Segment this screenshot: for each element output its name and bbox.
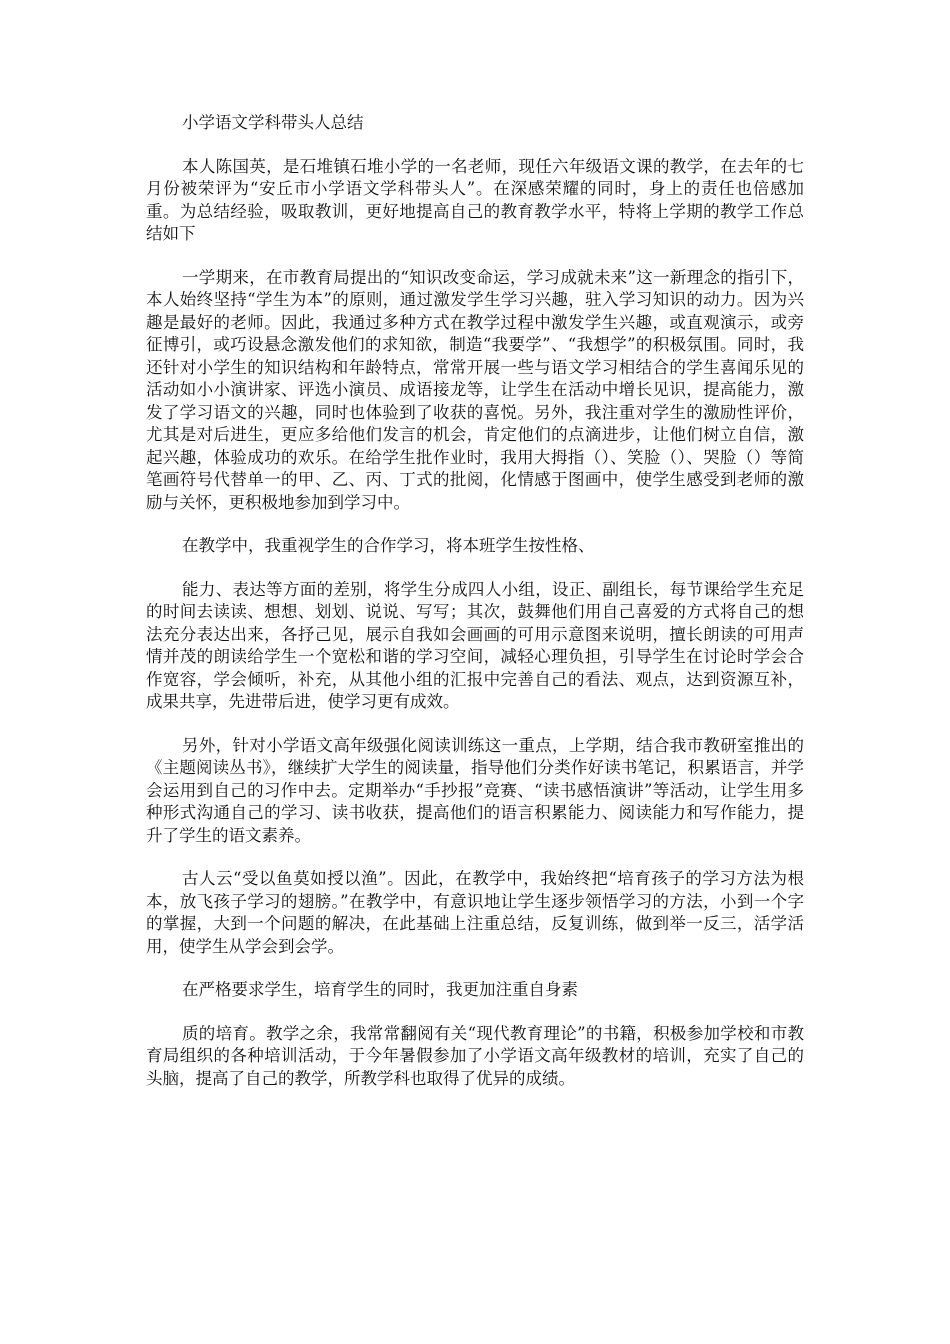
paragraph-cooperation: 能力、表达等方面的差别，将学生分成四人小组，设正、副组长，每节课给学生充足的时间去读读、想想、划划、说说、写写；其次，鼓舞他们用自己喜爱的方式将自己的想法充分表达出来，各抒己见，展示自我如会画画的可用示意图来说明，擅长朗读的可用声情并茂的朗读给学生一个宽松和谐的学习空间，减轻心理负担，引导学生在讨论时学会合作宽容，学会倾听，补充，从其他小组的汇报中完善自己的看法、观点，达到资源互补，成果共享，先进带后进，使学习更有成效。 [146,579,804,711]
document-title: 小学语文学科带头人总结 [182,113,364,132]
paragraph-interest: 一学期来，在市教育局提出的“知识改变命运，学习成就未来”这一新理念的指引下，本人始终坚持“学生为本”的原则，通过激发学生学习兴趣，驻入学习知识的动力。因为兴趣是最好的老师。因此，我通过多种方式在教学过程中激发学生兴趣，或直观演示，或旁征博引，或巧设悬念激发他们的求知欲，制造“我要学”、“我想学”的积极氛围。同时，我还针对小学生的知识结构和年龄特点，常常开展一些与语文学习相结合的学生喜闻乐见的活动如小小演讲家、评选小演员、成语接龙等，让学生在活动中增长见识，提高能力，激发了学习语文的兴趣，同时也体验到了收获的喜悦。另外，我注重对学生的激励性评价，尤其是对后进生，更应多给他们发言的机会，肯定他们的点滴进步，让他们树立自信，激起兴趣，体验成功的欢乐。在给学生批作业时，我用大拇指（）、笑脸（）、哭脸（）等简笔画符号代替单一的甲、乙、丙、丁式的批阅，化情感于图画中，使学生感受到老师的激励与关怀，更积极地参加到学习中。 [146,267,804,512]
paragraph-reading: 另外，针对小学语文高年级强化阅读训练这一重点，上学期，结合我市教研室推出的《主题阅读丛书》，继续扩大学生的阅读量，指导他们分类作好读书笔记，积累语言，并学会运用到自己的习作中去。定期举办“手抄报”竞赛、“读书感悟演讲”等活动，让学生用多种形式沟通自己的学习、读书收获，提高他们的语言积累能力、阅读能力和写作能力，提升了学生的语文素养。 [146,735,804,845]
document-body [146,112,804,1111]
paragraph-self-start: 在严格要求学生，培育学生的同时，我更加注重自身素 [182,980,578,999]
paragraph-self: 质的培育。教学之余，我常常翻阅有关“现代教育理论”的书籍，积极参加学校和市教育局组织的各种培训活动，于今年暑假参加了小学语文高年级教材的培训，充实了自己的头脑，提高了自己的教学，所教学科也取得了优异的成绩。 [146,1023,804,1088]
paragraph-intro: 本人陈国英，是石堆镇石堆小学的一名老师，现任六年级语文课的教学，在去年的七月份被荣评为“安丘市小学语文学科带头人”。在深感荣耀的同时，身上的责任也倍感加重。为总结经验，吸取教训，更好地提高自己的教育教学水平，特将上学期的教学工作总结如下 [146,156,804,243]
paragraph-method: 古人云“受以鱼莫如授以渔”。因此，在教学中，我始终把“培育孩子的学习方法为根本，放飞孩子学习的翅膀。”在教学中，有意识地让学生逐步领悟学习的方法，小到一个字的掌握，大到一个问题的解决，在此基础上注重总结，反复训练，做到举一反三，活学活用，使学生从学会到会学。 [146,869,804,956]
paragraph-cooperation-start: 在教学中，我重视学生的合作学习，将本班学生按性格、 [182,536,595,555]
